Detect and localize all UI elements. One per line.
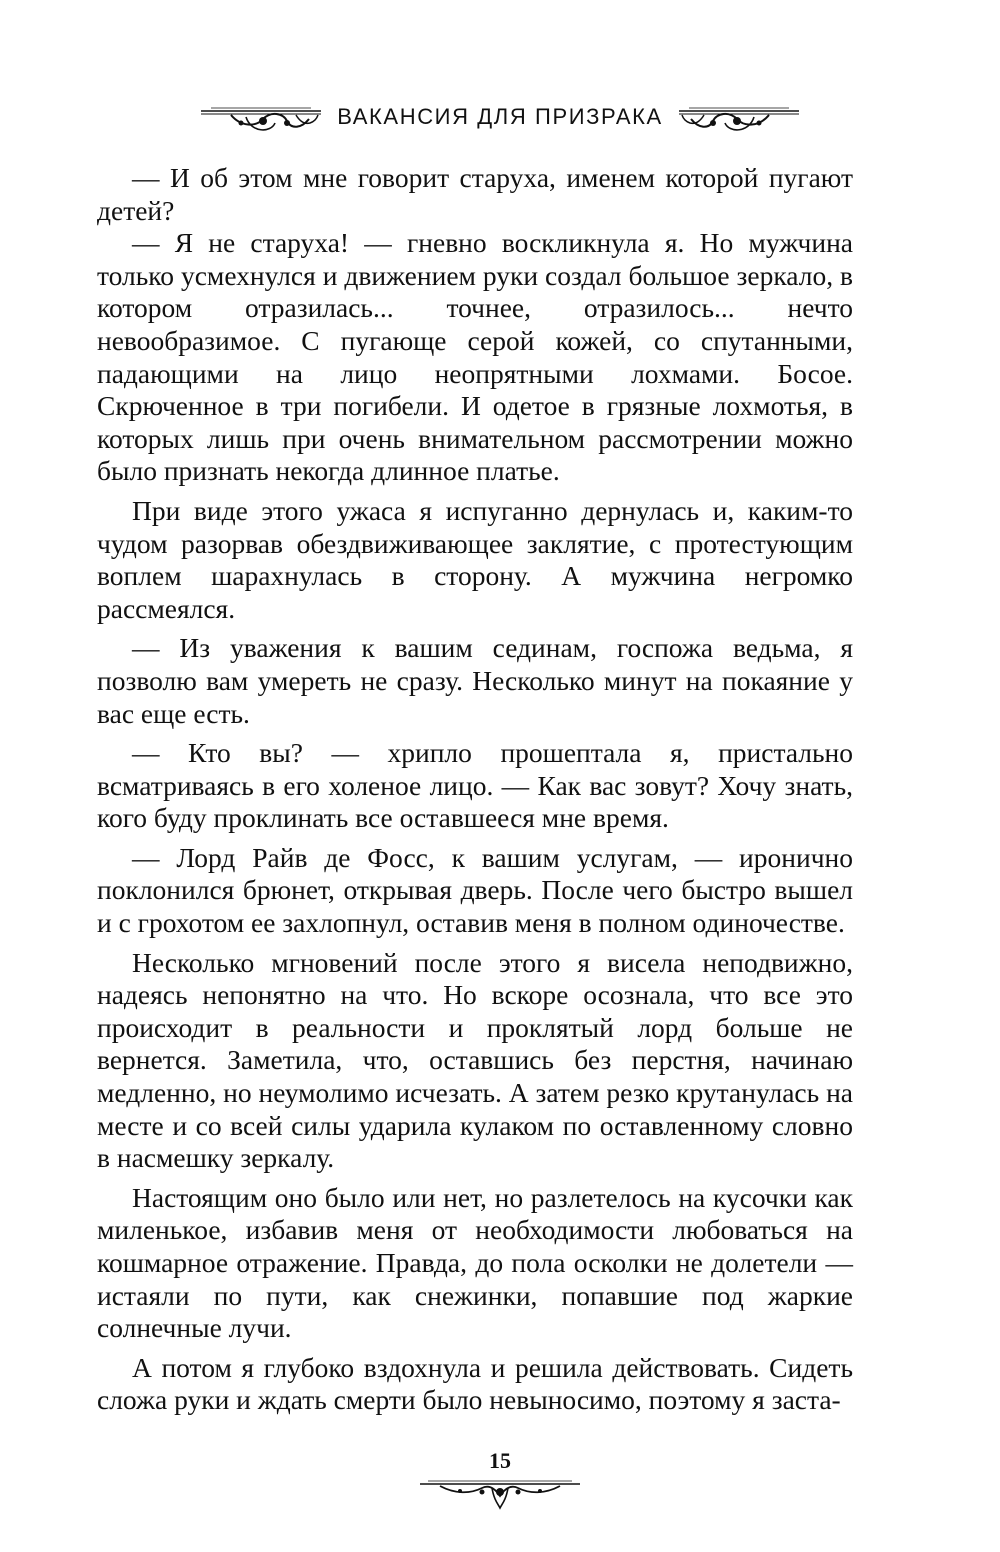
ornament-right-icon (679, 97, 799, 137)
paragraph: — И об этом мне говорит старуха, именем которой пугают детей? (97, 162, 853, 226)
paragraph: Несколько мгновений после этого я висела неподвижно, надеясь непонятно на что. Но вскоре осознала, что все это происходит в реальности и проклятый лорд больше не вернется. Заметила, что, оставшись без перстня, начинаю медленно, но неумолимо исчезать. А затем резко крутанулась на месте и со всей силы ударила кулаком по оставленному словно в насмешку зеркалу. (97, 946, 853, 1174)
header-title: ВАКАНСИЯ ДЛЯ ПРИЗРАКА (337, 104, 663, 129)
paragraph: — Я не старуха! — гневно воскликнула я. Но мужчина только усмехнулся и движением руки создал большое зеркало, в котором отразилась... точнее, отразилось... нечто невообразимое. С пугающе серой кожей, со спутанными, падающими на лицо неопрятными лохмами. Босое. Скрюченное в три погибели. И одетое в грязные лохмотья, в которых лишь при очень внимательном рассмотрении можно было признать некогда длинное платье. (97, 227, 853, 487)
running-header (150, 92, 850, 142)
paragraph: При виде этого ужаса я испуганно дернулась и, каким-то чудом разорвав обездвиживающее заклятие, с протестующим воплем шарахнулась в сторону. А мужчина негромко рассмеялся. (97, 494, 853, 624)
paragraph: Настоящим оно было или нет, но разлетелось на кусочки как миленькое, избавив меня от необходимости любоваться на кошмарное отражение. Правда, до пола осколки не долетели — истаяли по пути, как снежинки, попавшие под жаркие солнечные лучи. (97, 1181, 853, 1344)
paragraph: — Лорд Райв де Фосс, к вашим услугам, — иронично поклонился брюнет, открывая дверь. После чего быстро вышел и с грохотом ее захлопнул, оставив меня в полном одиночестве. (97, 841, 853, 939)
footer-ornament-icon (420, 1476, 580, 1510)
paragraph: — Кто вы? — хрипло прошептала я, пристально всматриваясь в его холеное лицо. — Как вас зовут? Хочу знать, кого буду проклинать все оставшееся мне время. (97, 737, 853, 834)
paragraph: — Из уважения к вашим сединам, госпожа ведьма, я позволю вам умереть не сразу. Несколько минут на покаяние у вас еще есть. (97, 632, 853, 729)
body-text (97, 162, 853, 1417)
page-number: 15 (489, 1448, 511, 1473)
page-footer (400, 1448, 600, 1515)
ornament-left-icon (201, 97, 321, 137)
paragraph: А потом я глубоко вздохнула и решила действовать. Сидеть сложа руки и ждать смерти было невыносимо, поэтому я заста- (97, 1351, 853, 1416)
